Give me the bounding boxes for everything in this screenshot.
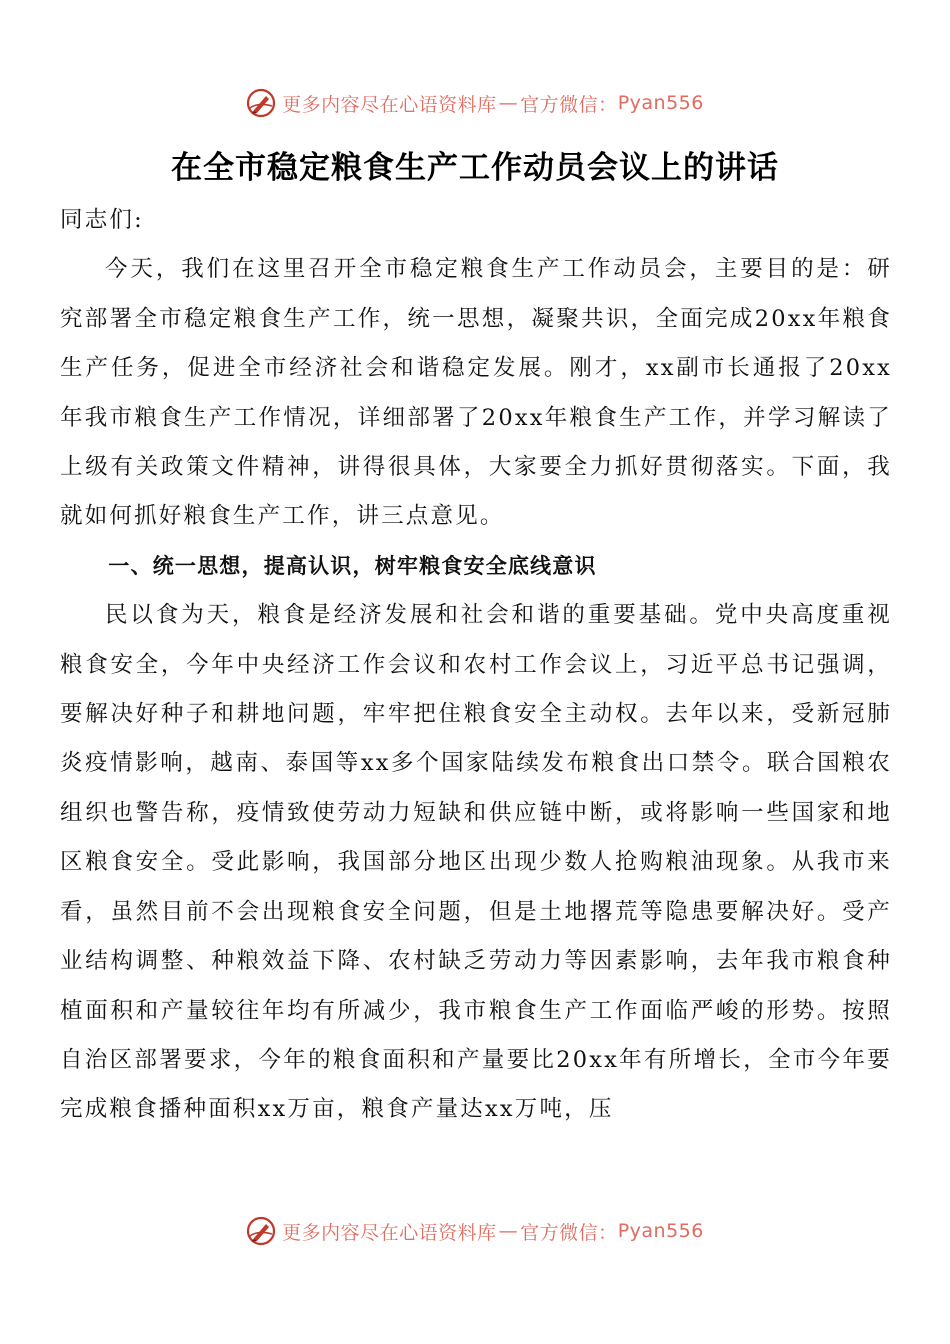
watermark-text: 更多内容尽在心语资料库 bbox=[282, 1221, 497, 1244]
section-heading: 一、统一思想，提高认识，树牢粮食安全底线意识 bbox=[108, 553, 597, 578]
watermark-separator: — bbox=[498, 92, 519, 114]
paragraph: 民以食为天，粮食是经济发展和社会和谐的重要基础。党中央高度重视粮食安全，今年中央经济工作会议和农村工作会议上，习近平总书记强调，要解决好种子和耕地问题，牢牢把住粮食安全主动权。去年以来，受新冠肺炎疫情影响，越南、泰国等xx多个国家陆续发布粮食出口禁令。联合国粮农组织也警告称，疫情致使劳动力短缺和供应链中断，或将影响一些国家和地区粮食安全。受此影响，我国部分地区出现少数人抢购粮油现象。从我市来看，虽然目前不会出现粮食安全问题，但是土地撂荒等隐患要解决好。受产业结构调整、种粮效益下降、农村缺乏劳动力等因素影响，去年我市粮食种植面积和产量较往年均有所减少，我市粮食生产工作面临严峻的形势。按照自治区部署要求，今年的粮食面积和产量要比20xx年有所增长，全市今年要完成粮食播种面积xx万亩，粮食产量达xx万吨，压 bbox=[60, 602, 892, 1123]
watermark-label: 官方微信： bbox=[520, 1221, 618, 1244]
watermark-header bbox=[0, 85, 950, 121]
page-title: 在全市稳定粮食生产工作动员会议上的讲话 bbox=[171, 150, 779, 186]
document-body bbox=[60, 196, 892, 1135]
pen-logo-icon bbox=[246, 88, 276, 118]
paragraph: 今天，我们在这里召开全市稳定粮食生产工作动员会，主要目的是：研究部署全市稳定粮食生产工作，统一思想，凝聚共识，全面完成20xx年粮食生产任务，促进全市经济社会和谐稳定发展。刚才，xx副市长通报了20xx年我市粮食生产工作情况，详细部署了20xx年粮食生产工作，并学习解读了上级有关政策文件精神，讲得很具体，大家要全力抓好贯彻落实。下面，我就如何抓好粮食生产工作，讲三点意见。 bbox=[60, 256, 892, 530]
salutation: 同志们: bbox=[60, 207, 144, 233]
watermark-label: 官方微信： bbox=[520, 93, 618, 116]
watermark-separator: — bbox=[498, 1220, 519, 1242]
watermark-text: 更多内容尽在心语资料库 bbox=[282, 93, 497, 116]
watermark-id: Pyan556 bbox=[617, 1220, 704, 1242]
watermark-id: Pyan556 bbox=[617, 92, 704, 114]
watermark-footer bbox=[0, 1213, 950, 1249]
pen-logo-icon bbox=[246, 1216, 276, 1246]
